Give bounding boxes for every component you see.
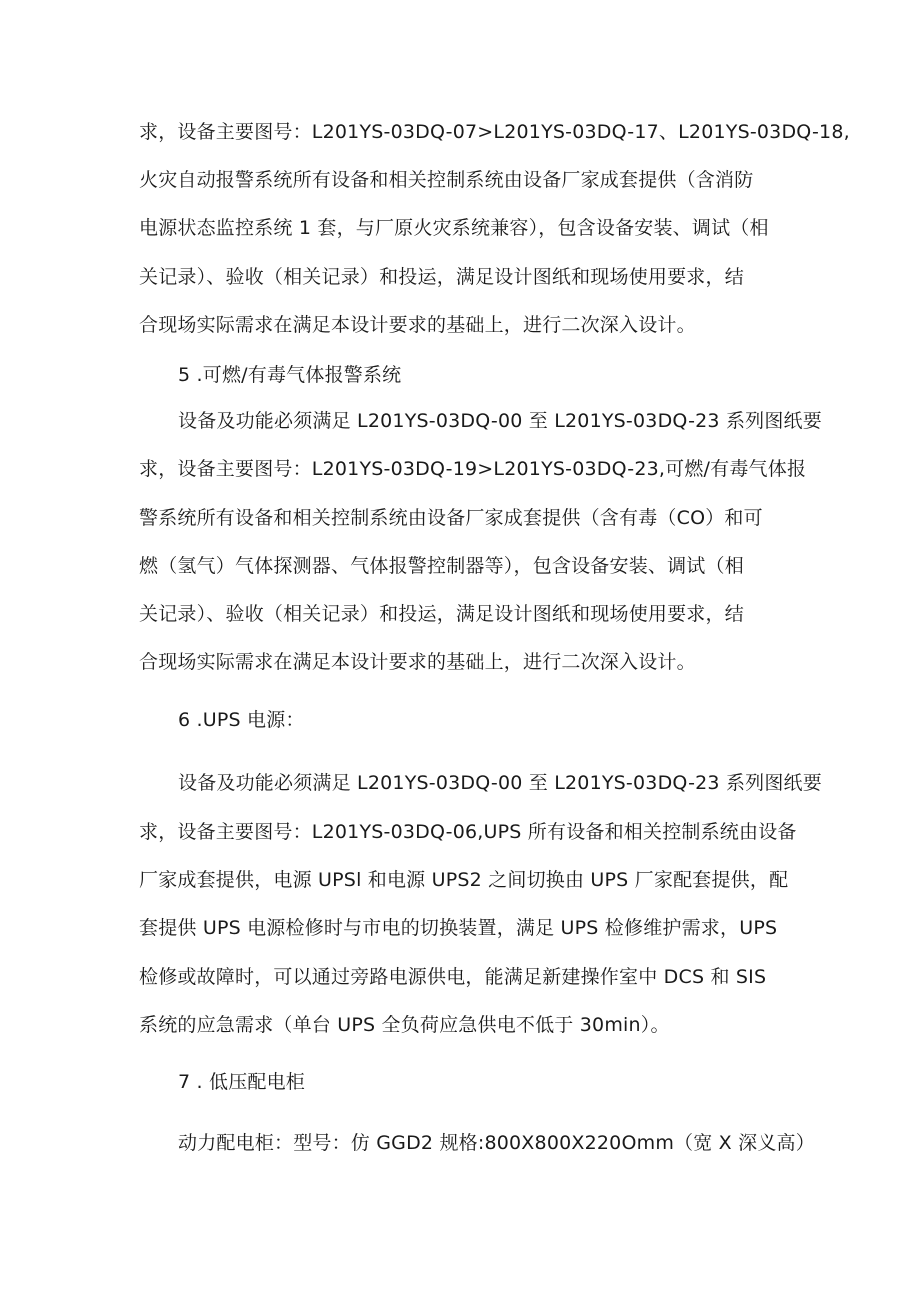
- section-heading-7: 7 . 低压配电柜: [178, 1071, 306, 1093]
- section-heading-6: 6 .UPS 电源：: [178, 709, 305, 731]
- paragraph-line-2: 火灾自动报警系统所有设备和相关控制系统由设备厂家成套提供（含消防: [139, 169, 754, 191]
- paragraph-line-6: 设备及功能必须满足 L201YS-03DQ-00 至 L201YS-03DQ-23 系列图纸要: [178, 410, 822, 432]
- paragraph-line-1: 求，设备主要图号：L201YS-03DQ-07>L201YS-03DQ-17、L201YS-03DQ-18,: [139, 121, 850, 143]
- paragraph-line-10: 关记录）、验收（相关记录）和投运，满足设计图纸和现场使用要求，结: [139, 603, 744, 625]
- paragraph-line-16: 检修或故障时，可以通过旁路电源供电，能满足新建操作室中 DCS 和 SIS: [139, 966, 767, 988]
- paragraph-line-3: 电源状态监控系统 1 套，与厂原火灾系统兼容），包含设备安装、调试（相: [139, 217, 769, 239]
- paragraph-line-15: 套提供 UPS 电源检修时与市电的切换装置，满足 UPS 检修维护需求，UPS: [139, 917, 778, 939]
- paragraph-line-12: 设备及功能必须满足 L201YS-03DQ-00 至 L201YS-03DQ-23 系列图纸要: [178, 772, 822, 794]
- section-heading-5: 5 .可燃/有毒气体报警系统: [178, 364, 402, 386]
- paragraph-line-9: 燃（氢气）气体探测器、气体报警控制器等），包含设备安装、调试（相: [139, 555, 744, 577]
- paragraph-line-11: 合现场实际需求在满足本设计要求的基础上，进行二次深入设计。: [139, 651, 696, 673]
- paragraph-line-8: 警系统所有设备和相关控制系统由设备厂家成套提供（含有毒（CO）和可: [139, 507, 763, 529]
- paragraph-line-13: 求，设备主要图号：L201YS-03DQ-06,UPS 所有设备和相关控制系统由设备: [139, 821, 797, 843]
- paragraph-line-5: 合现场实际需求在满足本设计要求的基础上，进行二次深入设计。: [139, 314, 696, 336]
- paragraph-line-7: 求，设备主要图号：L201YS-03DQ-19>L201YS-03DQ-23,可燃/有毒气体报: [139, 458, 807, 480]
- paragraph-line-17: 系统的应急需求（单台 UPS 全负荷应急供电不低于 30min）。: [139, 1014, 670, 1036]
- paragraph-line-14: 厂家成套提供，电源 UPSl 和电源 UPS2 之间切换由 UPS 厂家配套提供，配: [139, 869, 789, 891]
- paragraph-line-18: 动力配电柜：型号：仿 GGD2 规格:800X800X220Omm（宽 X 深义高）: [178, 1132, 815, 1154]
- paragraph-line-4: 关记录）、验收（相关记录）和投运，满足设计图纸和现场使用要求，结: [139, 266, 744, 288]
